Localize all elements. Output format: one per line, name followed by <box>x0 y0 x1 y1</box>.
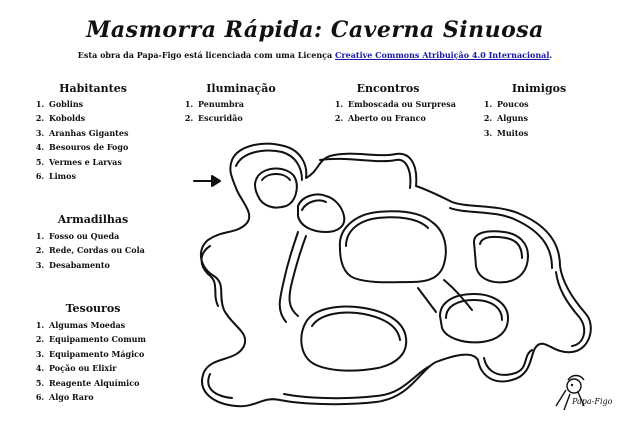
license-suffix: . <box>549 50 553 60</box>
section-title-habitantes: Habitantes <box>59 82 127 95</box>
section-title-encontros: Encontros <box>356 82 420 95</box>
list-item: 2. Escuridão <box>196 111 244 125</box>
list-item: 2. Aberto ou Franco <box>346 111 456 125</box>
cave-outer-wall <box>201 144 591 407</box>
list-item: 1. Goblins <box>47 97 128 111</box>
list-item: 5. Reagente Alquímico <box>47 376 146 390</box>
logo-text: Papa-Figo <box>572 397 613 406</box>
license-prefix: Esta obra da Papa-Figo está licenciada com uma Licença <box>77 50 333 60</box>
papa-figo-logo <box>544 372 608 412</box>
list-item: 1. Fosso ou Queda <box>47 229 145 243</box>
list-item: 4. Poção ou Elixir <box>47 361 146 375</box>
cave-room <box>440 294 508 342</box>
list-item: 2. Kobolds <box>47 111 128 125</box>
cave-room <box>340 211 446 282</box>
cave-room <box>474 231 528 282</box>
list-item: 3. Aranhas Gigantes <box>47 126 128 140</box>
list-item: 2. Alguns <box>495 111 529 125</box>
list-item: 3. Desabamento <box>47 258 145 272</box>
list-item: 1. Emboscada ou Surpresa <box>346 97 456 111</box>
list-item: 3. Muitos <box>495 126 529 140</box>
list-item: 5. Vermes e Larvas <box>47 155 128 169</box>
list-item: 2. Rede, Cordas ou Cola <box>47 243 145 257</box>
section-title-inimigos: Inimigos <box>511 82 567 95</box>
list-item: 1. Algumas Moedas <box>47 318 146 332</box>
section-title-tesouros: Tesouros <box>65 302 121 315</box>
list-item: 1. Poucos <box>495 97 529 111</box>
list-item: 6. Algo Raro <box>47 390 146 404</box>
entrance-arrow-icon <box>194 176 220 186</box>
section-title-iluminacao: Iluminação <box>206 82 276 95</box>
list-item: 6. Limos <box>47 169 128 183</box>
list-item: 2. Equipamento Comum <box>47 332 146 346</box>
list-item: 3. Equipamento Mágico <box>47 347 146 361</box>
list-item: 1. Penumbra <box>196 97 244 111</box>
section-title-armadilhas: Armadilhas <box>57 213 129 226</box>
page-title: Masmorra Rápida: Caverna Sinuosa <box>86 17 544 43</box>
license-link[interactable]: Creative Commons Atribuição 4.0 Internacional <box>335 50 550 60</box>
list-item: 4. Besouros de Fogo <box>47 140 128 154</box>
cave-room <box>301 307 406 371</box>
